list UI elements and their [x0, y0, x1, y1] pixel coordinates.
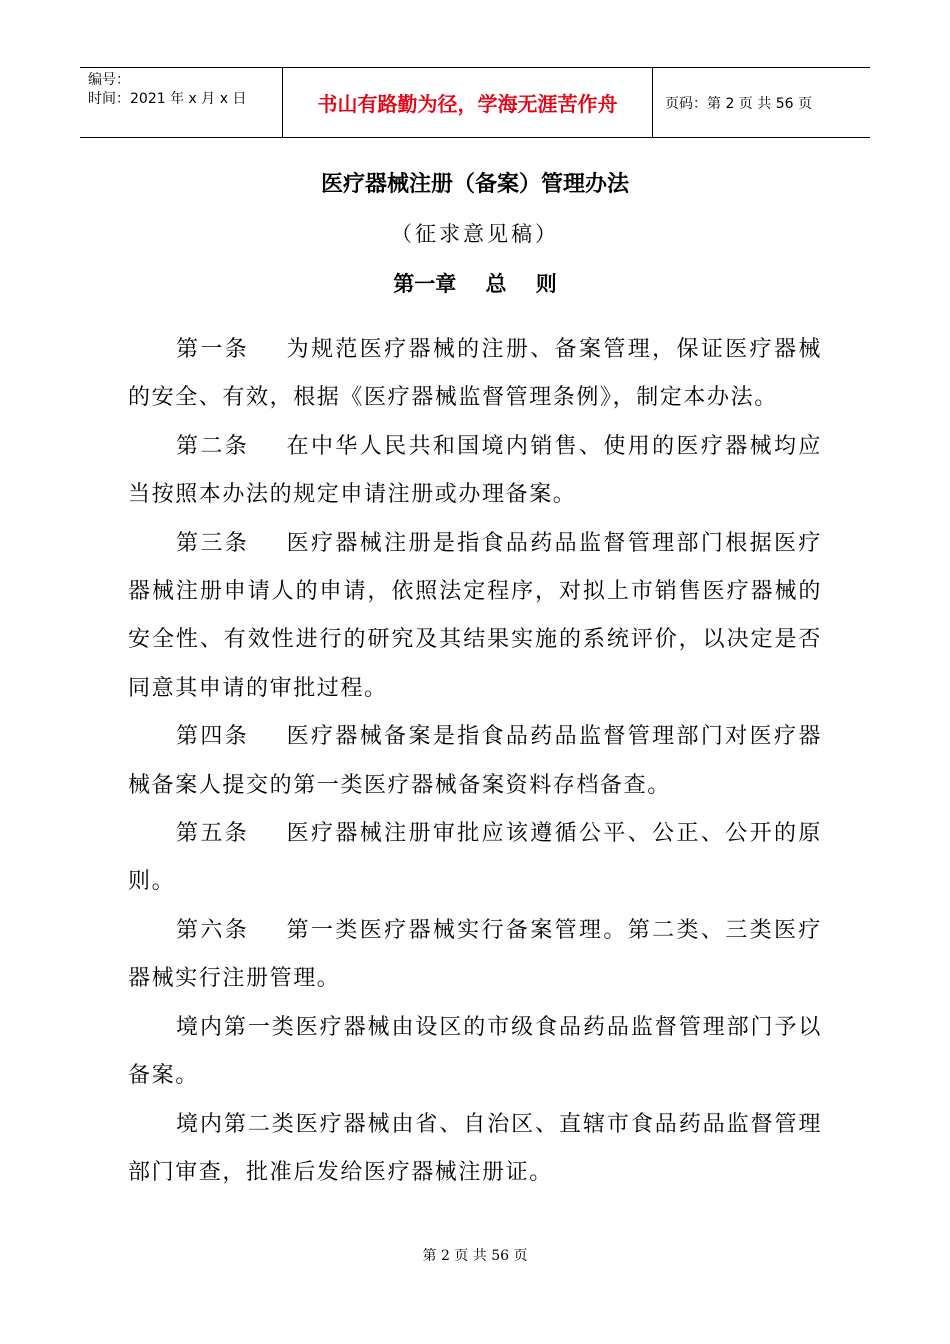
header-slogan: 书山有路勤为径，学海无涯苦作舟	[282, 68, 653, 137]
article-6-clause-1: 境内第一类医疗器械由设区的市级食品药品监督管理部门予以备案。	[128, 1014, 822, 1089]
header-meta	[80, 68, 282, 137]
page-footer: 第 2 页 共 56 页	[422, 1248, 528, 1264]
article-2: 第二条 在中华人民共和国境内销售、使用的医疗器械均应当按照本办法的规定申请注册或办理备案。	[128, 433, 822, 508]
document-title: 医疗器械注册（备案）管理办法	[320, 172, 629, 197]
header-number-label: 编号：	[88, 72, 130, 88]
article-6: 第六条 第一类医疗器械实行备案管理。第二类、三类医疗器械实行注册管理。	[128, 917, 822, 992]
header-date-label: 时间：2021 年 x 月 x 日	[88, 91, 247, 107]
article-4: 第四条 医疗器械备案是指食品药品监督管理部门对医疗器械备案人提交的第一类医疗器械备案资料存档备查。	[128, 724, 822, 798]
article-3: 第三条 医疗器械注册是指食品药品监督管理部门根据医疗器械注册申请人的申请，依照法定程序，对拟上市销售医疗器械的安全性、有效性进行的研究及其结果实施的系统评价，以决定是否同意其申请的审批过程。	[128, 530, 822, 701]
article-1: 第一条 为规范医疗器械的注册、备案管理，保证医疗器械的安全、有效，根据《医疗器械监督管理条例》，制定本办法。	[128, 337, 822, 411]
chapter-heading: 第一章 总 则	[393, 272, 557, 296]
header-page-info: 页码：第 2 页 共 56 页	[665, 95, 812, 112]
page-header	[80, 67, 870, 138]
article-5: 第五条 医疗器械注册审批应该遵循公平、公正、公开的原则。	[128, 821, 822, 895]
document-subtitle: （征求意见稿）	[391, 222, 559, 246]
article-6-clause-2: 境内第二类医疗器械由省、自治区、直辖市食品药品监督管理部门审查，批准后发给医疗器械注册证。	[128, 1111, 822, 1185]
document-body	[128, 326, 822, 1197]
